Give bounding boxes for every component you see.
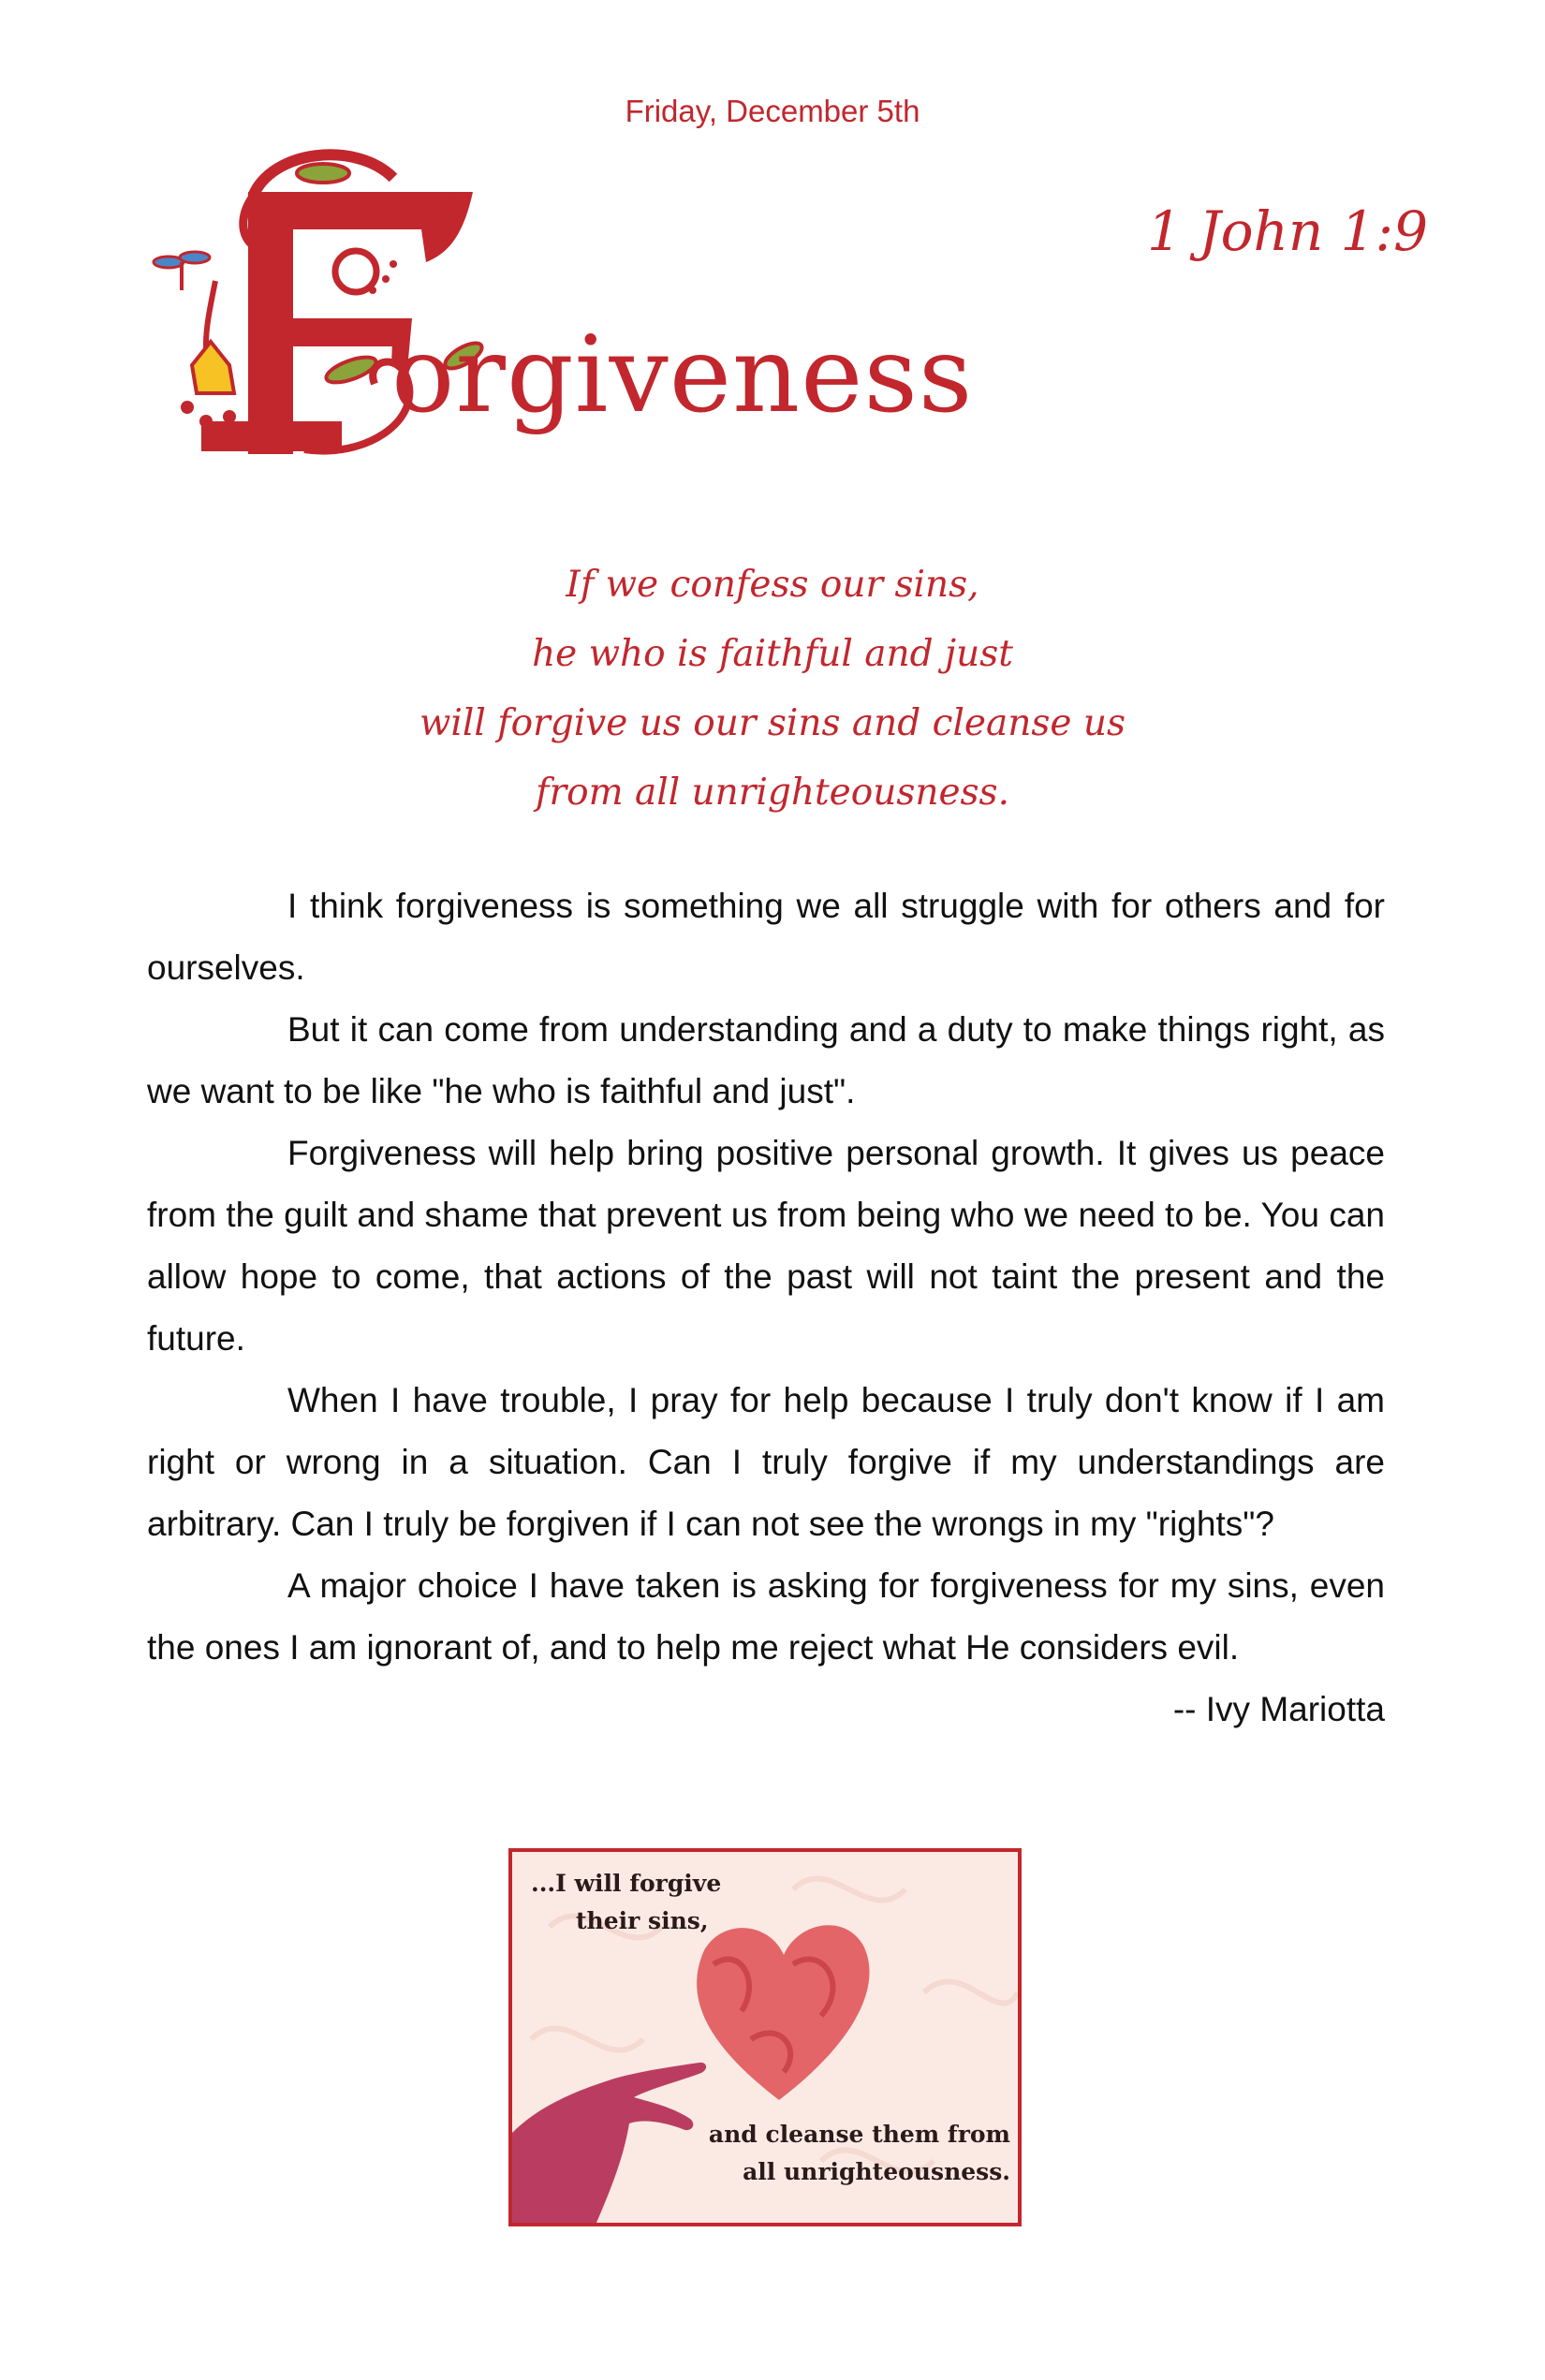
body-paragraph: When I have trouble, I pray for help because I truly don't know if I am right or wrong in a situation. Can I truly forgive if my understandings are arbitrary. Can I truly be forgiven if I can not see the wrongs in my "rights"? (147, 1381, 1385, 1543)
body-paragraph: A major choice I have taken is asking for forgiveness for my sins, even the ones I am ignorant of, and to help me reject what He considers evil. (147, 1566, 1385, 1667)
verse-line: he who is faithful and just (532, 633, 1013, 675)
page-date: Friday, December 5th (625, 94, 920, 128)
card-text-line: their sins, (576, 1907, 709, 1934)
devotional-body (147, 875, 1385, 1741)
card-top-text (531, 1865, 721, 1940)
body-paragraph: I think forgiveness is something we all struggle with for others and for ourselves. (147, 887, 1385, 987)
verse-line: will forgive us our sins and cleanse us (419, 702, 1126, 744)
scripture-reference: 1 John 1:9 (1147, 199, 1428, 263)
heart-icon (697, 1925, 869, 2100)
verse-line: If we confess our sins, (566, 564, 979, 606)
verse-quote (0, 551, 1545, 828)
body-paragraph: But it can come from understanding and a duty to make things right, as we want to be like "he who is faithful and just". (147, 1010, 1385, 1110)
scripture-card-image (508, 1848, 1022, 2226)
hand-icon (512, 2063, 706, 2223)
verse-line: from all unrighteousness. (536, 771, 1009, 814)
title-text: orgiveness (391, 315, 974, 436)
title-block (140, 140, 974, 477)
author-signature: -- Ivy Mariotta (1172, 1690, 1385, 1728)
card-text-line: and cleanse them from (708, 2121, 1010, 2148)
card-text-line: ...I will forgive (531, 1870, 722, 1897)
card-bottom-text (709, 2116, 1010, 2191)
card-text-line: all unrighteousness. (743, 2158, 1010, 2185)
body-paragraph: Forgiveness will help bring positive personal growth. It gives us peace from the guilt and shame that prevent us from being who we need to be. You can allow hope to come, that actions of the past will not taint the present and the future. (147, 1134, 1385, 1358)
